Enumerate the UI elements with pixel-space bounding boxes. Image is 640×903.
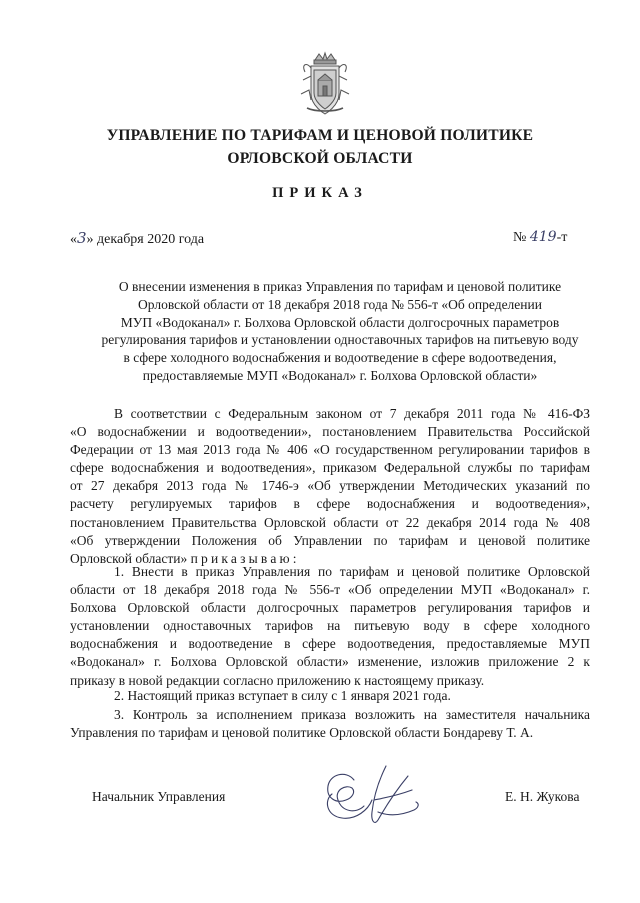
document-type-title: ПРИКАЗ [272, 185, 368, 201]
preamble-line: Орловской области» [70, 550, 188, 566]
date-day-handwritten: 3 [77, 229, 87, 247]
item-3-line: Управления по тарифам и ценовой политике Орловской области Бондареву Т. А. [70, 725, 534, 741]
order-word: приказываю: [190, 550, 300, 566]
preamble-line: «О водоснабжении и водоотведении», постановлением Правительства Российской [70, 424, 590, 440]
order-date [70, 229, 204, 248]
signatory-name: Е. Н. Жукова [505, 789, 580, 804]
item-1-line: 1. Внести в приказ Управления по тарифам и ценовой политике Орловской [114, 564, 590, 579]
agency-region: ОРЛОВСКОЙ ОБЛАСТИ [227, 150, 413, 167]
number-handwritten: 419 [529, 229, 557, 245]
item-1-line: приказу в новой редакции согласно приложению к настоящему приказу. [70, 672, 485, 688]
preamble-line: сфере водоснабжения и водоотведения», приказом Федеральной службы по тарифам [70, 460, 590, 476]
order-number [513, 229, 567, 246]
item-1-line: водоснабжения и водоотведение в сфере водоотведения, предоставляемые МУП [70, 636, 590, 652]
item-2-line: 2. Настоящий приказ вступает в силу с 1 января 2021 года. [114, 688, 451, 703]
date-open-quote: « [70, 232, 77, 247]
preamble-paragraph [70, 405, 590, 568]
preamble-line: расчету регулируемых тарифов в сфере водоснабжения и водоотведения», [70, 496, 590, 512]
number-suffix: -т [556, 230, 568, 245]
signatory-position: Начальник Управления [92, 789, 226, 804]
item-1-line: «Водоканал» г. Болхова Орловской области» изменение, изложив приложение 2 к [70, 654, 590, 670]
item-1-line: области от 18 декабря 2018 года № 556-т «Об определении МУП «Водоканал» г. [70, 582, 590, 598]
order-subject [84, 278, 596, 385]
subject-line: МУП «Водоканал» г. Болхова Орловской области долгосрочных параметров [120, 314, 560, 330]
date-rest: » декабря 2020 года [86, 232, 205, 247]
item-2-paragraph [70, 687, 590, 705]
preamble-line: В соответствии с Федеральным законом от 7 декабря 2011 года № 416-ФЗ [114, 406, 590, 421]
subject-line: О внесении изменения в приказ Управления по тарифам и ценовой политике [118, 279, 562, 294]
subject-line: предоставляемые МУП «Водоканал» г. Болхова Орловской области» [142, 367, 538, 383]
subject-line: в сфере холодного водоснабжения и водоотведение в сфере водоотведения, [123, 350, 557, 366]
preamble-line: от 27 декабря 2013 года № 1746-э «Об утверждении Методических указаний по [70, 478, 590, 494]
preamble-line: «Об утверждении Положения об Управлении по тарифам и ценовой политике [70, 532, 590, 548]
subject-line: Орловской области от 18 декабря 2018 года № 556-т «Об определении [138, 296, 542, 312]
subject-line: регулирования тарифов и установлении одноставочных тарифов на питьевую воду [101, 332, 579, 348]
item-1-line: установлении одноставочных тарифов на питьевую воду в сфере холодного [70, 618, 590, 634]
item-3-line: 3. Контроль за исполнением приказа возложить на заместителя начальника [114, 707, 590, 722]
preamble-line: Федерации от 13 мая 2013 года № 406 «О государственном регулировании тарифов в [70, 442, 590, 458]
number-prefix: № [513, 230, 527, 245]
preamble-line: постановлением Правительства Орловской области от 22 декабря 2014 года № 408 [70, 514, 590, 530]
item-1-line: Болхова Орловской области долгосрочных параметров регулирования тарифов и [70, 600, 590, 616]
item-3-paragraph [70, 706, 590, 742]
handwritten-signature-icon [316, 760, 426, 835]
item-1-paragraph [70, 563, 590, 690]
agency-title: УПРАВЛЕНИЕ ПО ТАРИФАМ И ЦЕНОВОЙ ПОЛИТИКЕ [106, 127, 534, 144]
coat-of-arms-emblem-icon [297, 50, 353, 120]
